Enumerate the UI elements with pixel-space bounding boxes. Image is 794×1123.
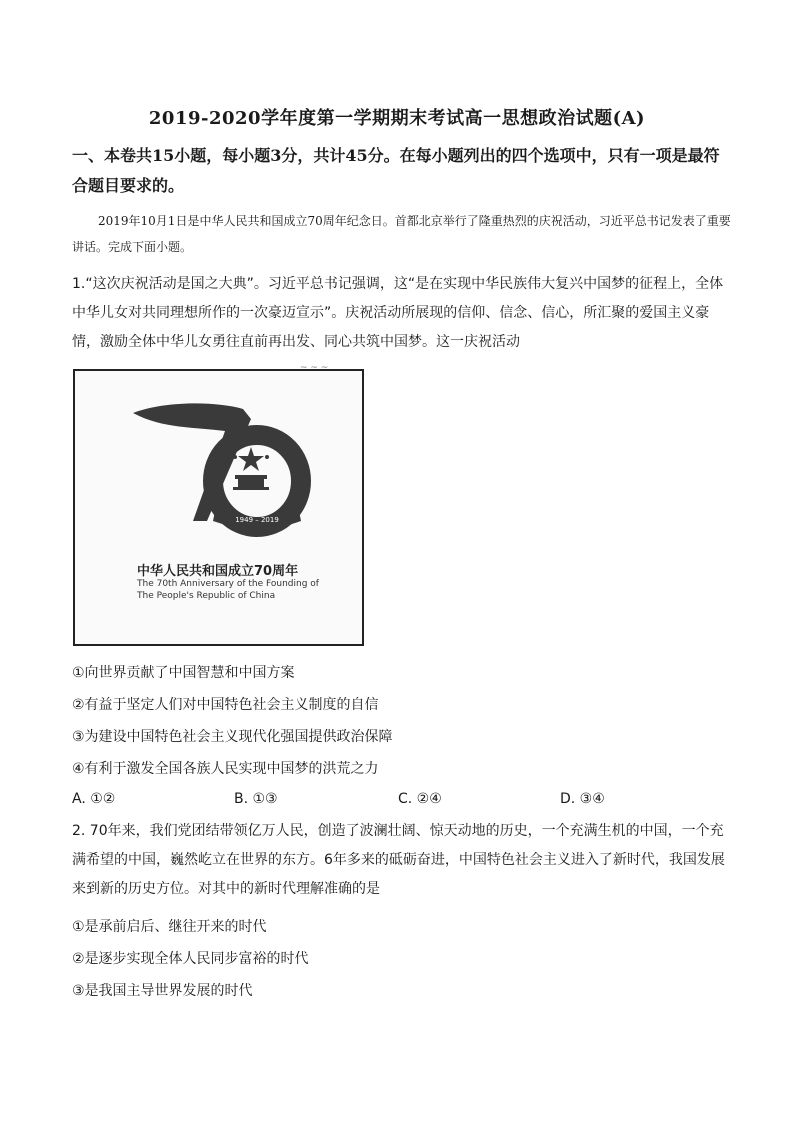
question-1-stem: 1.“这次庆祝活动是国之大典”。习近平总书记强调，这“是在实现中华民族伟大复兴中国梦的征程上，全体中华儿女对共同理想所作的一次豪迈宣示”。庆祝活动所展现的信仰、信念、信心，所汇聚的爱国主义豪情，激励全体中华儿女勇往直前再出发、同心共筑中国梦。这一庆祝活动 (72, 276, 724, 350)
question-1-option-2: ②有益于坚定人们对中国特色社会主义制度的自信 (72, 697, 379, 713)
question-2-option-3: ③是我国主导世界发展的时代 (72, 983, 253, 999)
question-2-option-1: ①是承前启后、继往开来的时代 (72, 919, 267, 935)
intro-text: 2019年10月1日是中华人民共和国成立70周年纪念日。首都北京举行了隆重热烈的庆祝活动，习近平总书记发表了重要讲话。完成下面小题。 (72, 214, 731, 254)
question-1-choices (72, 791, 732, 811)
question-1-option-4: ④有利于激发全国各族人民实现中国梦的洪荒之力 (72, 761, 379, 777)
logo-cn-caption: 中华人民共和国成立70周年 (137, 564, 299, 579)
choice-d[interactable]: D. ③④ (560, 791, 605, 807)
anniversary-logo-figure (73, 363, 364, 646)
logo-years-text: 1949 – 2019 (235, 516, 279, 524)
question-1-option-1: ①向世界贡献了中国智慧和中国方案 (72, 665, 295, 681)
question-2-stem: 2. 70年来，我们党团结带领亿万人民，创造了波澜壮阔、惊天动地的历史，一个充满生机的中国，一个充满希望的中国，巍然屹立在世界的东方。6年多来的砥砺奋进，中国特色社会主义进入了新时代，我国发展来到新的历史方位。对其中的新时代理解准确的是 (72, 823, 725, 897)
intro-paragraph (72, 208, 732, 260)
question-2-option-2: ②是逐步实现全体人民同步富裕的时代 (72, 951, 309, 967)
scan-artifact: ~ ~ ~ (300, 363, 329, 373)
seventy-logo-icon (75, 371, 366, 648)
choice-a[interactable]: A. ①② (72, 791, 116, 807)
section-heading: 一、本卷共15小题，每小题3分，共计45分。在每小题列出的四个选项中，只有一项是最符合题目要求的。 (72, 146, 720, 195)
choice-c[interactable]: C. ②④ (398, 791, 442, 807)
logo-en-caption-line2: The People's Republic of China (137, 591, 276, 601)
logo-en-caption-line1: The 70th Anniversary of the Founding of (137, 579, 319, 589)
question-1-option-3: ③为建设中国特色社会主义现代化强国提供政治保障 (72, 729, 393, 745)
exam-title: 2019-2020学年度第一学期期末考试高一思想政治试题(A) (148, 108, 646, 129)
choice-b[interactable]: B. ①③ (234, 791, 278, 807)
